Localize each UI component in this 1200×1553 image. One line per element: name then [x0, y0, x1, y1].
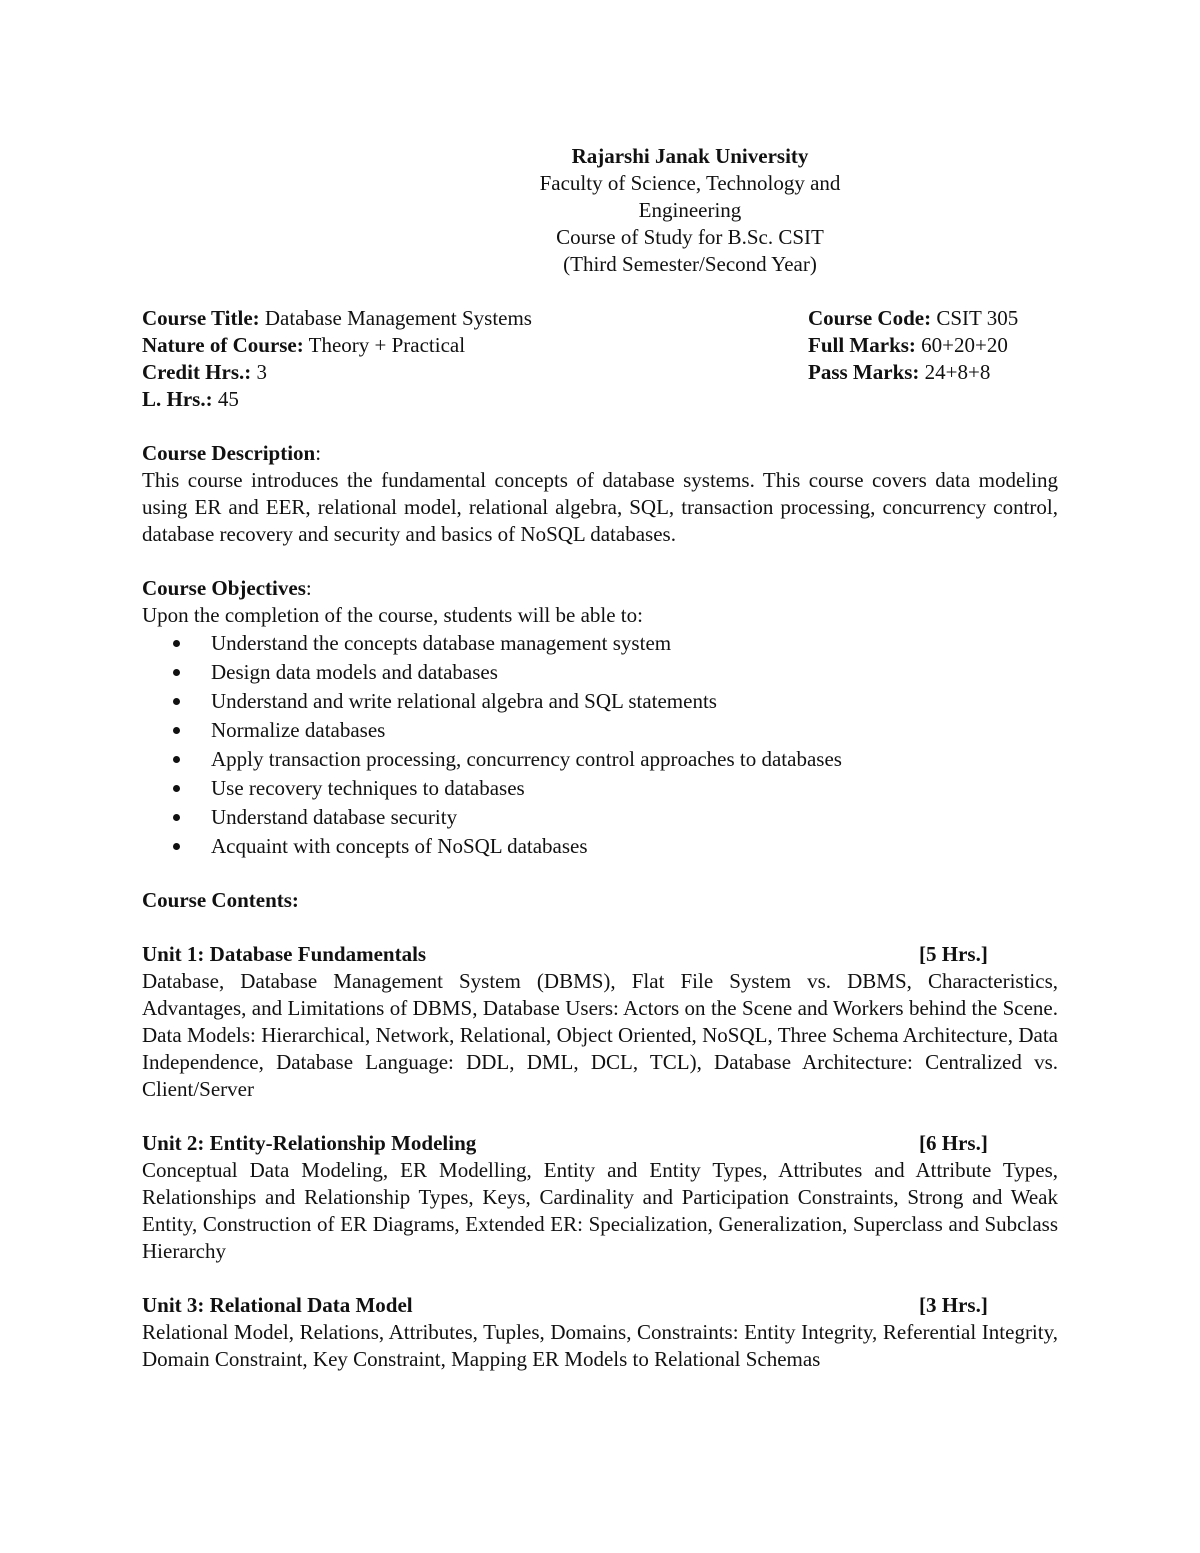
- meta-row-3: [142, 359, 1058, 386]
- course-code: Course Code: CSIT 305: [808, 306, 1019, 330]
- list-item: Understand the concepts database management system: [142, 629, 1058, 658]
- description-text: This course introduces the fundamental concepts of database systems. This course covers data modeling using ER and EER, relational model, relational algebra, SQL, transaction processing, concurrency control, database recovery and security and basics of NoSQL databases.: [142, 468, 1058, 546]
- unit-header: [142, 941, 1058, 968]
- unit-hours: [3 Hrs.]: [919, 1293, 988, 1317]
- faculty-line-2: Engineering: [638, 198, 742, 222]
- course-contents-heading: Course Contents:: [142, 888, 299, 912]
- course-description: [142, 440, 1058, 548]
- course-objectives: [142, 575, 1058, 861]
- description-heading: Course Description:: [142, 441, 322, 465]
- bullet-icon: [173, 640, 180, 647]
- unit-title: Unit 1: Database Fundamentals: [142, 942, 427, 966]
- objectives-heading: Course Objectives:: [142, 576, 312, 600]
- unit-text: Relational Model, Relations, Attributes, Tuples, Domains, Constraints: Entity Integrity, Referential Integrity, Domain Constraint, Key Constraint, Mapping ER Models to Relational Schemas: [142, 1320, 1058, 1371]
- unit-title: Unit 2: Entity-Relationship Modeling: [142, 1131, 477, 1155]
- faculty-line-1: Faculty of Science, Technology and: [539, 171, 841, 195]
- list-item: Understand database security: [142, 803, 1058, 832]
- list-item: Use recovery techniques to databases: [142, 774, 1058, 803]
- bullet-icon: [173, 814, 180, 821]
- unit-hours: [6 Hrs.]: [919, 1131, 988, 1155]
- bullet-icon: [173, 727, 180, 734]
- meta-row-1: [142, 305, 1058, 332]
- list-item: Understand and write relational algebra and SQL statements: [142, 687, 1058, 716]
- bullet-icon: [173, 698, 180, 705]
- pass-marks: Pass Marks: 24+8+8: [808, 360, 991, 384]
- unit-header: [142, 1130, 1058, 1157]
- credit-hours: Credit Hrs.: 3: [142, 360, 268, 384]
- course-of-study: Course of Study for B.Sc. CSIT: [556, 225, 824, 249]
- unit-hours: [5 Hrs.]: [919, 942, 988, 966]
- nature-of-course: Nature of Course: Theory + Practical: [142, 333, 466, 357]
- university-name: Rajarshi Janak University: [571, 144, 809, 168]
- unit-header: [142, 1292, 1058, 1319]
- unit-1: [142, 941, 1058, 1103]
- course-meta: [142, 305, 1058, 413]
- bullet-icon: [173, 843, 180, 850]
- meta-row-2: [142, 332, 1058, 359]
- bullet-icon: [173, 756, 180, 763]
- meta-row-4: [142, 386, 1058, 413]
- lecture-hours: L. Hrs.: 45: [142, 387, 239, 411]
- document-header: [0, 143, 1200, 278]
- unit-2: [142, 1130, 1058, 1265]
- unit-text: Database, Database Management System (DBMS), Flat File System vs. DBMS, Characteristics, Advantages, and Limitations of DBMS, Database Users: Actors on the Scene and Workers behind the Scene. Data Models: Hierarchical, Network, Relational, Object Oriented, NoSQL, Three Schema Architecture, Data Independence, Database Language: DDL, DML, DCL, TCL), Database Architecture: Centralized vs. Client/Server: [142, 969, 1058, 1101]
- list-item: Normalize databases: [142, 716, 1058, 745]
- semester-info: (Third Semester/Second Year): [563, 252, 817, 276]
- course-title: Course Title: Database Management Systems: [142, 306, 532, 330]
- unit-title: Unit 3: Relational Data Model: [142, 1293, 413, 1317]
- bullet-icon: [173, 785, 180, 792]
- unit-3: [142, 1292, 1058, 1373]
- list-item: Design data models and databases: [142, 658, 1058, 687]
- full-marks: Full Marks: 60+20+20: [808, 333, 1008, 357]
- bullet-icon: [173, 669, 180, 676]
- objectives-intro: Upon the completion of the course, students will be able to:: [142, 603, 643, 627]
- objectives-list: [142, 629, 1058, 861]
- unit-text: Conceptual Data Modeling, ER Modelling, Entity and Entity Types, Attributes and Attribute Types, Relationships and Relationship Types, Keys, Cardinality and Participation Constraints, Strong and Weak Entity, Construction of ER Diagrams, Extended ER: Specialization, Generalization, Superclass and Subclass Hierarchy: [142, 1158, 1058, 1263]
- list-item: Apply transaction processing, concurrency control approaches to databases: [142, 745, 1058, 774]
- list-item: Acquaint with concepts of NoSQL databases: [142, 832, 1058, 861]
